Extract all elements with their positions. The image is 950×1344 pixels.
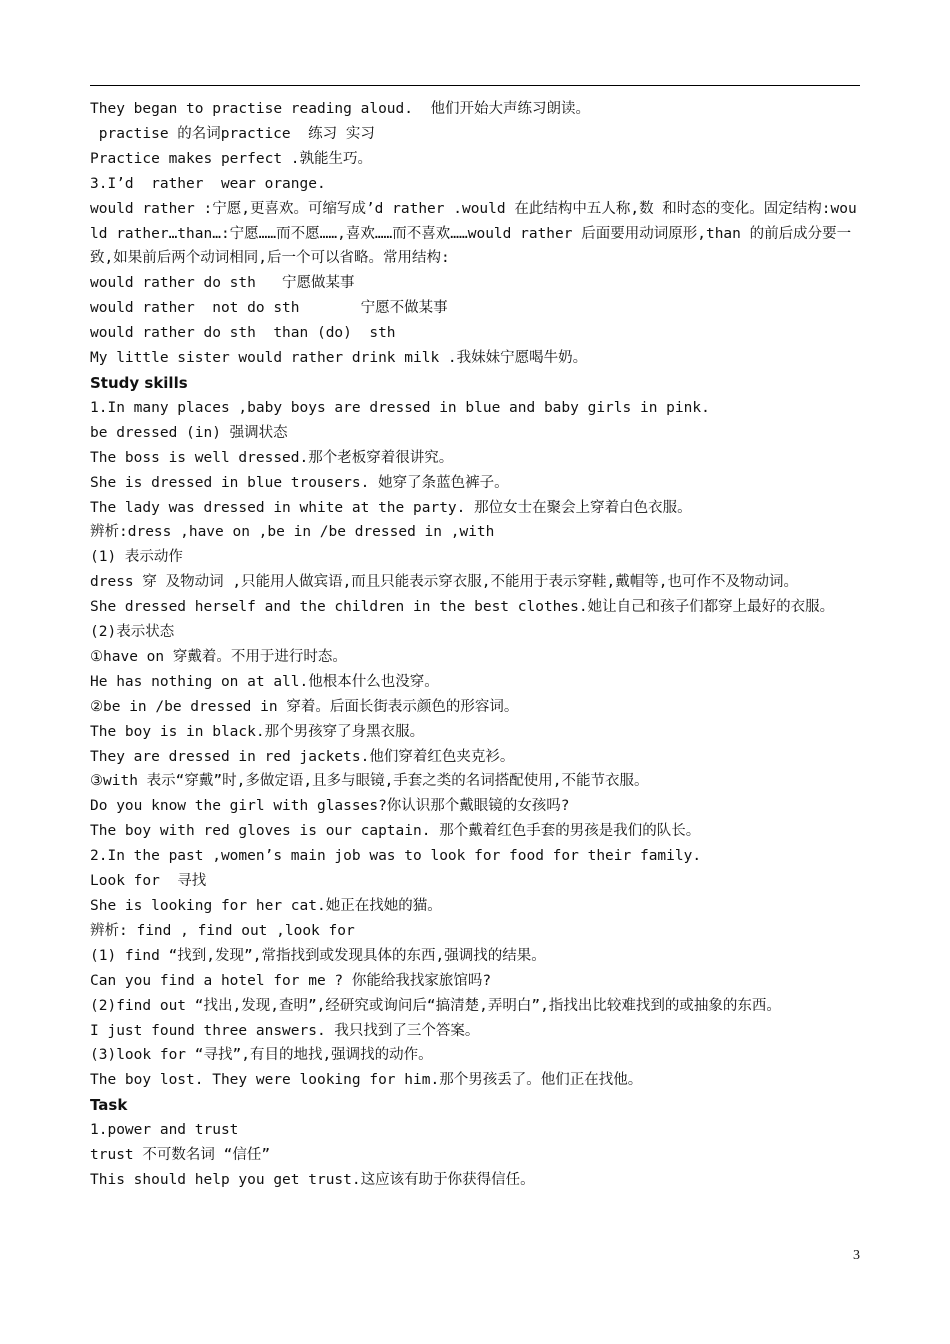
text-line: 1.In many places ,baby boys are dressed in blue and baby girls in pink. [90,399,710,416]
text-line: They are dressed in red jackets.他们穿着红色夹克衫。 [90,748,515,765]
text-line: practise 的名词practice 练习 实习 [90,125,375,142]
text-line: She dressed herself and the children in the best clothes.她让自己和孩子们都穿上最好的衣服。 [90,599,835,616]
text-line: 辨析:dress ,have on ,be in /be dressed in ,with [90,524,495,541]
text-line: ①have on 穿戴着。不用于进行时态。 [90,648,347,665]
text-line: ②be in /be dressed in 穿着。后面长街表示颜色的形容词。 [90,698,519,715]
document-body [90,97,860,1193]
section-heading: Task [90,1096,128,1115]
section-heading: Study skills [90,373,188,392]
text-line: They began to practise reading aloud. 他们开始大声练习朗读。 [90,101,590,117]
text-line: would rather not do sth 宁愿不做某事 [90,300,448,317]
text-line: The boy with red gloves is our captain. 那个戴着红色手套的男孩是我们的队长。 [90,823,701,840]
text-line: ③with 表示“穿戴”时,多做定语,且多与眼镜,手套之类的名词搭配使用,不能节衣服。 [90,773,649,790]
text-line: This should help you get trust.这应该有助于你获得信任。 [90,1171,535,1188]
text-line: (1) 表示动作 [90,549,183,566]
text-line: I just found three answers. 我只找到了三个答案。 [90,1022,480,1039]
text-line: 辨析: find , find out ,look for [90,922,355,939]
text-line: The lady was dressed in white at the party. 那位女士在聚会上穿着白色衣服。 [90,499,692,516]
text-line: The boss is well dressed.那个老板穿着很讲究。 [90,449,454,466]
text-line: would rather :宁愿,更喜欢。可缩写成’d rather .would 在此结构中五人称,数 和时态的变化。固定结构:would rather…than…:宁愿……而不愿……,喜欢……而不喜欢……would rather 后面要用动词原形,than 的前后成分要一致,如果前后两个动词相同,后一个可以省略。常用结构: [90,200,857,267]
text-line: (1) find “找到,发现”,常指找到或发现具体的东西,强调找的结果。 [90,947,546,964]
text-line: would rather do sth 宁愿做某事 [90,275,355,292]
text-line: The boy lost. They were looking for him.那个男孩丢了。他们正在找他。 [90,1072,643,1089]
text-line: trust 不可数名词 “信任” [90,1147,271,1164]
text-line: dress 穿 及物动词 ,只能用人做宾语,而且只能表示穿衣服,不能用于表示穿鞋,戴帽等,也可作不及物动词。 [90,574,798,591]
text-line: She is looking for her cat.她正在找她的猫。 [90,898,442,914]
text-line: be dressed (in) 强调状态 [90,424,288,441]
text-line: Practice makes perfect .孰能生巧。 [90,150,373,167]
text-line: (2)表示状态 [90,624,175,641]
text-line: My little sister would rather drink milk .我妹妹宁愿喝牛奶。 [90,350,588,367]
text-line: Do you know the girl with glasses?你认识那个戴眼镜的女孩吗? [90,798,570,815]
text-line: 1.power and trust [90,1122,239,1139]
text-line: 2.In the past ,women’s main job was to look for food for their family. [90,848,702,865]
text-line: would rather do sth than (do) sth [90,325,396,342]
text-line: He has nothing on at all.他根本什么也没穿。 [90,673,439,690]
text-line: The boy is in black.那个男孩穿了身黑衣服。 [90,723,425,740]
text-line: (2)find out “找出,发现,查明”,经研究或询问后“搞清楚,弄明白”,指找出比较难找到的或抽象的东西。 [90,997,781,1014]
text-line: Can you find a hotel for me ? 你能给我找家旅馆吗? [90,972,492,989]
header-rule [90,85,860,86]
text-line: Look for 寻找 [90,873,207,890]
text-line: 3.I’d rather wear orange. [90,175,326,192]
text-line: She is dressed in blue trousers. 她穿了条蓝色裤子。 [90,474,509,491]
page-number: 3 [853,1248,860,1263]
text-line: (3)look for “寻找”,有目的地找,强调找的动作。 [90,1047,433,1064]
